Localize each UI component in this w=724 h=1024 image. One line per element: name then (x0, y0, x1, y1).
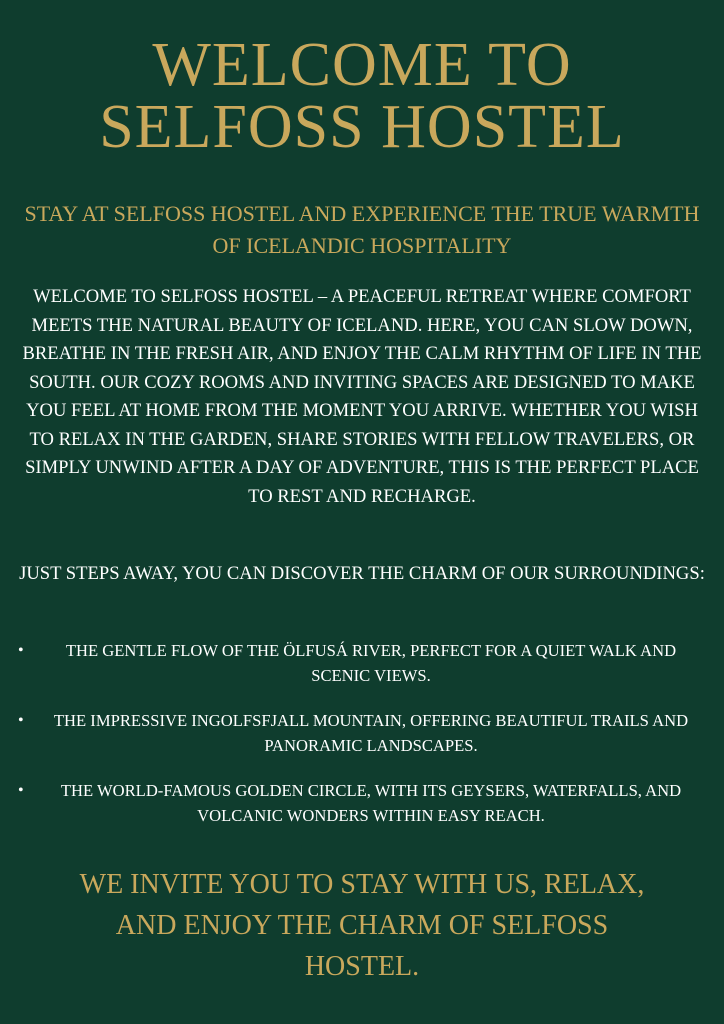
subtitle: STAY AT SELFOSS HOSTEL AND EXPERIENCE THE TRUE WARMTH OF ICELANDIC HOSPITALITY (24, 201, 700, 258)
list-item-text: THE WORLD-FAMOUS GOLDEN CIRCLE, WITH ITS GEYSERS, WATERFALLS, AND VOLCANIC WONDERS WITHIN EASY REACH. (60, 781, 682, 825)
list-item (0, 708, 724, 758)
closing-invitation: WE INVITE YOU TO STAY WITH US, RELAX, AND ENJOY THE CHARM OF SELFOSS HOSTEL. (79, 869, 645, 982)
page-title (0, 31, 724, 161)
intro-paragraph: WELCOME TO SELFOSS HOSTEL – A PEACEFUL RETREAT WHERE COMFORT MEETS THE NATURAL BEAUTY OF ICELAND. HERE, YOU CAN SLOW DOWN, BREATHE IN THE FRESH AIR, AND ENJOY THE CALM RHYTHM OF LIFE IN THE SOUTH. OUR COZY ROOMS AND INVITING SPACES ARE DESIGNED TO MAKE YOU FEEL AT HOME FROM THE MOMENT YOU ARRIVE. WHETHER YOU WISH TO RELAX IN THE GARDEN, SHARE STORIES WITH FELLOW TRAVELERS, OR SIMPLY UNWIND AFTER A DAY OF ADVENTURE, THIS IS THE PERFECT PLACE TO REST AND RECHARGE. (22, 286, 702, 507)
bullet-icon: • (18, 712, 24, 729)
list-item-text: THE IMPRESSIVE INGOLFSFJALL MOUNTAIN, OFFERING BEAUTIFUL TRAILS AND PANORAMIC LANDSCAPES. (53, 711, 689, 755)
list-item (0, 638, 724, 688)
list-item (0, 778, 724, 828)
bullet-icon: • (18, 642, 24, 659)
title-line-1: WELCOME TO (152, 31, 572, 99)
surroundings-intro: JUST STEPS AWAY, YOU CAN DISCOVER THE CHARM OF OUR SURROUNDINGS: (19, 563, 705, 584)
title-line-2: SELFOSS HOSTEL (99, 93, 625, 161)
list-item-text: THE GENTLE FLOW OF THE ÖLFUSÁ RIVER, PERFECT FOR A QUIET WALK AND SCENIC VIEWS. (65, 641, 677, 685)
attractions-list (0, 638, 724, 848)
bullet-icon: • (18, 782, 24, 799)
